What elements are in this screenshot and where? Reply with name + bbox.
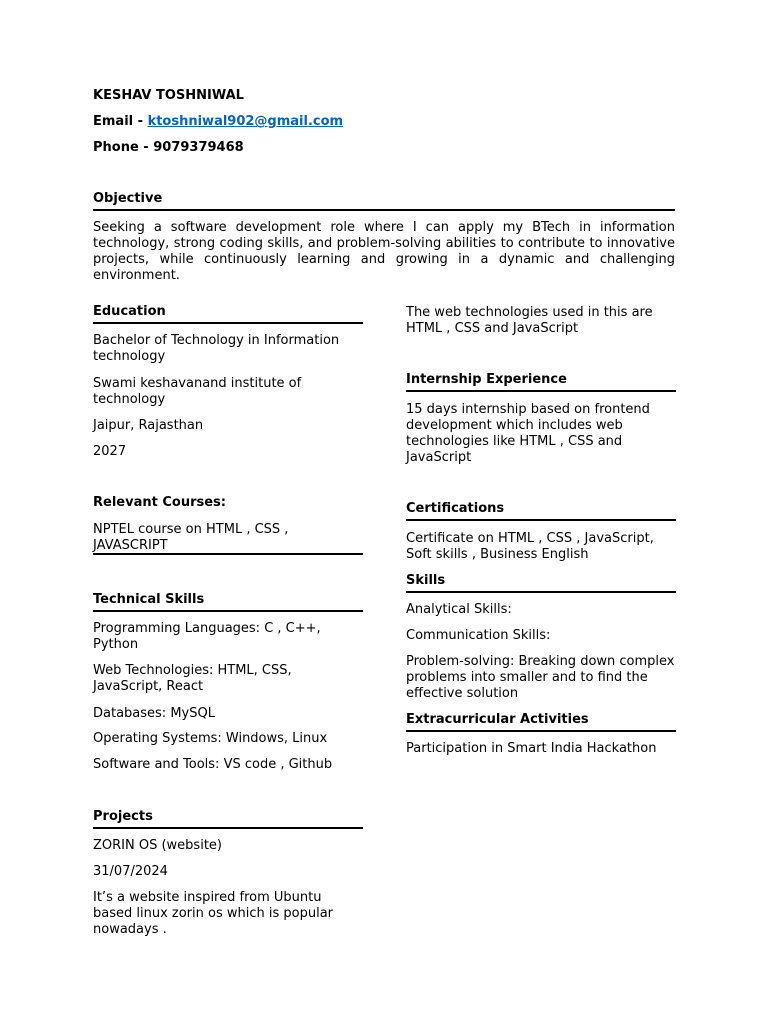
tech-skill-web: Web Technologies: HTML, CSS, JavaScript, React xyxy=(93,663,292,694)
education-degree: Bachelor of Technology in Information technology xyxy=(93,333,340,364)
section-title-internship: Internship Experience xyxy=(406,372,676,392)
section-title-objective: Objective xyxy=(93,191,675,211)
section-title-extracurricular: Extracurricular Activities xyxy=(406,712,676,732)
project-date: 31/07/2024 xyxy=(93,864,168,879)
tech-skill-tools: Software and Tools: VS code , Github xyxy=(93,757,333,772)
section-title-projects: Projects xyxy=(93,809,363,829)
project-description: It’s a website inspired from Ubuntu based linux zorin os which is popular nowadays . xyxy=(93,890,334,937)
project-technologies: The web technologies used in this are HTML , CSS and JavaScript xyxy=(406,305,653,336)
extracurricular-text: Participation in Smart India Hackathon xyxy=(406,741,657,756)
section-title-education: Education xyxy=(93,304,363,324)
candidate-name: KESHAV TOSHNIWAL xyxy=(93,88,244,103)
project-name: ZORIN OS (website) xyxy=(93,838,222,853)
tech-skill-languages: Programming Languages: C , C++, Python xyxy=(93,621,321,652)
section-title-skills: Skills xyxy=(406,573,676,593)
section-title-certifications: Certifications xyxy=(406,501,676,521)
skill-communication: Communication Skills: xyxy=(406,628,551,643)
tech-skill-os: Operating Systems: Windows, Linux xyxy=(93,731,328,746)
objective-text: Seeking a software development role where I can apply my BTech in information technology, strong coding skills, and problem-solving abilities to contribute to innovative projects, while continuously learning and growing in a dynamic and challenging environment. xyxy=(93,220,675,283)
courses-divider xyxy=(93,553,363,555)
tech-skill-databases: Databases: MySQL xyxy=(93,706,215,721)
email-link[interactable]: ktoshniwal902@gmail.com xyxy=(147,114,344,129)
certifications-text: Certificate on HTML , CSS , JavaScript, Soft skills , Business English xyxy=(406,531,654,562)
section-title-technical-skills: Technical Skills xyxy=(93,592,363,612)
courses-text: NPTEL course on HTML , CSS , JAVASCRIPT xyxy=(93,522,289,553)
education-location: Jaipur, Rajasthan xyxy=(93,418,204,433)
skill-problem-solving: Problem-solving: Breaking down complex problems into smaller and to find the effective solution xyxy=(406,654,675,701)
phone-line: Phone - 9079379468 xyxy=(93,140,244,155)
email-label: Email - xyxy=(93,114,148,129)
skill-analytical: Analytical Skills: xyxy=(406,602,512,617)
section-title-courses: Relevant Courses: xyxy=(93,495,226,510)
internship-text: 15 days internship based on frontend development which includes web technologies like HTML , CSS and JavaScript xyxy=(406,402,650,465)
email-line xyxy=(93,114,343,130)
education-year: 2027 xyxy=(93,444,127,459)
education-institute: Swami keshavanand institute of technology xyxy=(93,376,302,407)
